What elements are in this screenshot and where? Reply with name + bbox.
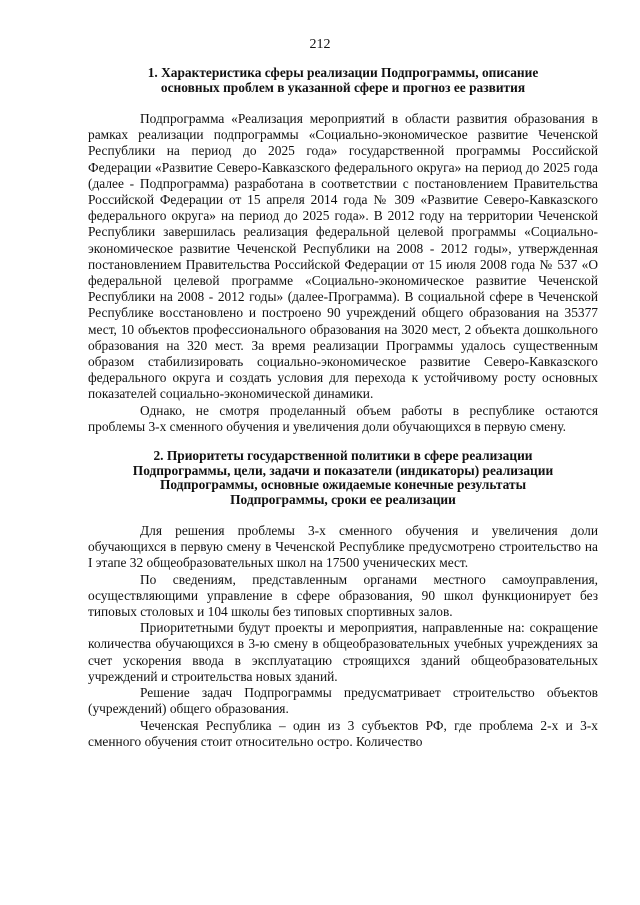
- section-1-title-line: основных проблем в указанной сфере и прогноз ее развития: [160, 79, 526, 95]
- section-2-paragraph: Решение задач Подпрограммы предусматривает строительство объектов (учреждений) общего образования.: [88, 685, 598, 717]
- section-2-paragraph: Приоритетными будут проекты и мероприятия, направленные на: сокращение количества обучающихся в 3-ю смену в общеобразовательных учебных учреждениях за счет ускорения ввода в эксплуатацию строящихся зданий общеобразовательных учреждений и строительства новых зданий.: [88, 620, 598, 684]
- section-2-title-line: Подпрограммы, основные ожидаемые конечные результаты: [159, 477, 527, 493]
- section-1-paragraph: Подпрограмма «Реализация мероприятий в области развития образования в рамках реализации подпрограммы «Социально-экономическое развитие Чеченской Республики на период до 2025 года» государственной программы Российской Федерации «Развитие Северо-Кавказского федерального округа» на период до 2025 года (далее - Подпрограмма) разработана в соответствии с постановлением Правительства Российской Федерации от 15 апреля 2014 года № 309 «Развитие Северо-Кавказского федерального округа» на период до 2025 года». В 2012 году на территории Чеченской Республики завершилась реализация федеральной целевой программы «Социально-экономическое развитие Чеченской Республики на 2008 - 2012 годы», утвержденная постановлением Правительства Российской Федерации от 15 июля 2008 года № 537 «О федеральной целевой программе «Социально-экономическое развитие Чеченской Республики на 2008 - 2012 годы» (далее-Программа). В социальной сфере в Чеченской Республике восстановлено и построено 90 учреждений общего образования на 35377 мест, 10 объектов профессионального образования на 3020 мест, 2 объекта дошкольного образования на 320 мест. За время реализации Программы удалось существенным образом стабилизировать социально-экономическое развитие Северо-Кавказского федерального округа и создать условия для перехода к устойчивому росту основных показателей социально-экономической динамики.: [88, 111, 598, 402]
- section-2-paragraph: По сведениям, представленным органами местного самоуправления, осуществляющими управление в сфере образования, 90 школ функционирует без типовых столовых и 104 школы без типовых спортивных залов.: [88, 571, 598, 620]
- section-2-title-line: 2. Приоритеты государственной политики в сфере реализации: [153, 448, 533, 464]
- page-content: [88, 62, 598, 750]
- section-2-paragraph: Для решения проблемы 3-х сменного обучения и увеличения доли обучающихся в первую смену в Чеченской Республике предусмотрено строительство на I этапе 32 общеобразовательных школ на 17500 ученических мест.: [88, 523, 598, 571]
- section-2-title: [88, 449, 598, 507]
- section-2-title-line: Подпрограммы, сроки ее реализации: [230, 491, 456, 507]
- section-2-paragraph: Чеченская Республика – один из 3 субъектов РФ, где проблема 2-х и 3-х сменного обучения стоит относительно остро. Количество: [88, 717, 598, 749]
- page-number: 212: [309, 37, 331, 52]
- section-1-title: [88, 66, 598, 95]
- section-2-title-line: Подпрограммы, цели, задачи и показатели (индикаторы) реализации: [132, 462, 554, 478]
- section-1-title-line: 1. Характеристика сферы реализации Подпрограммы, описание: [147, 65, 539, 80]
- section-1-paragraph: Однако, не смотря проделанный объем работы в республике остаются проблемы 3-х сменного обучения и увеличения доли обучающихся в первую смену.: [88, 402, 598, 434]
